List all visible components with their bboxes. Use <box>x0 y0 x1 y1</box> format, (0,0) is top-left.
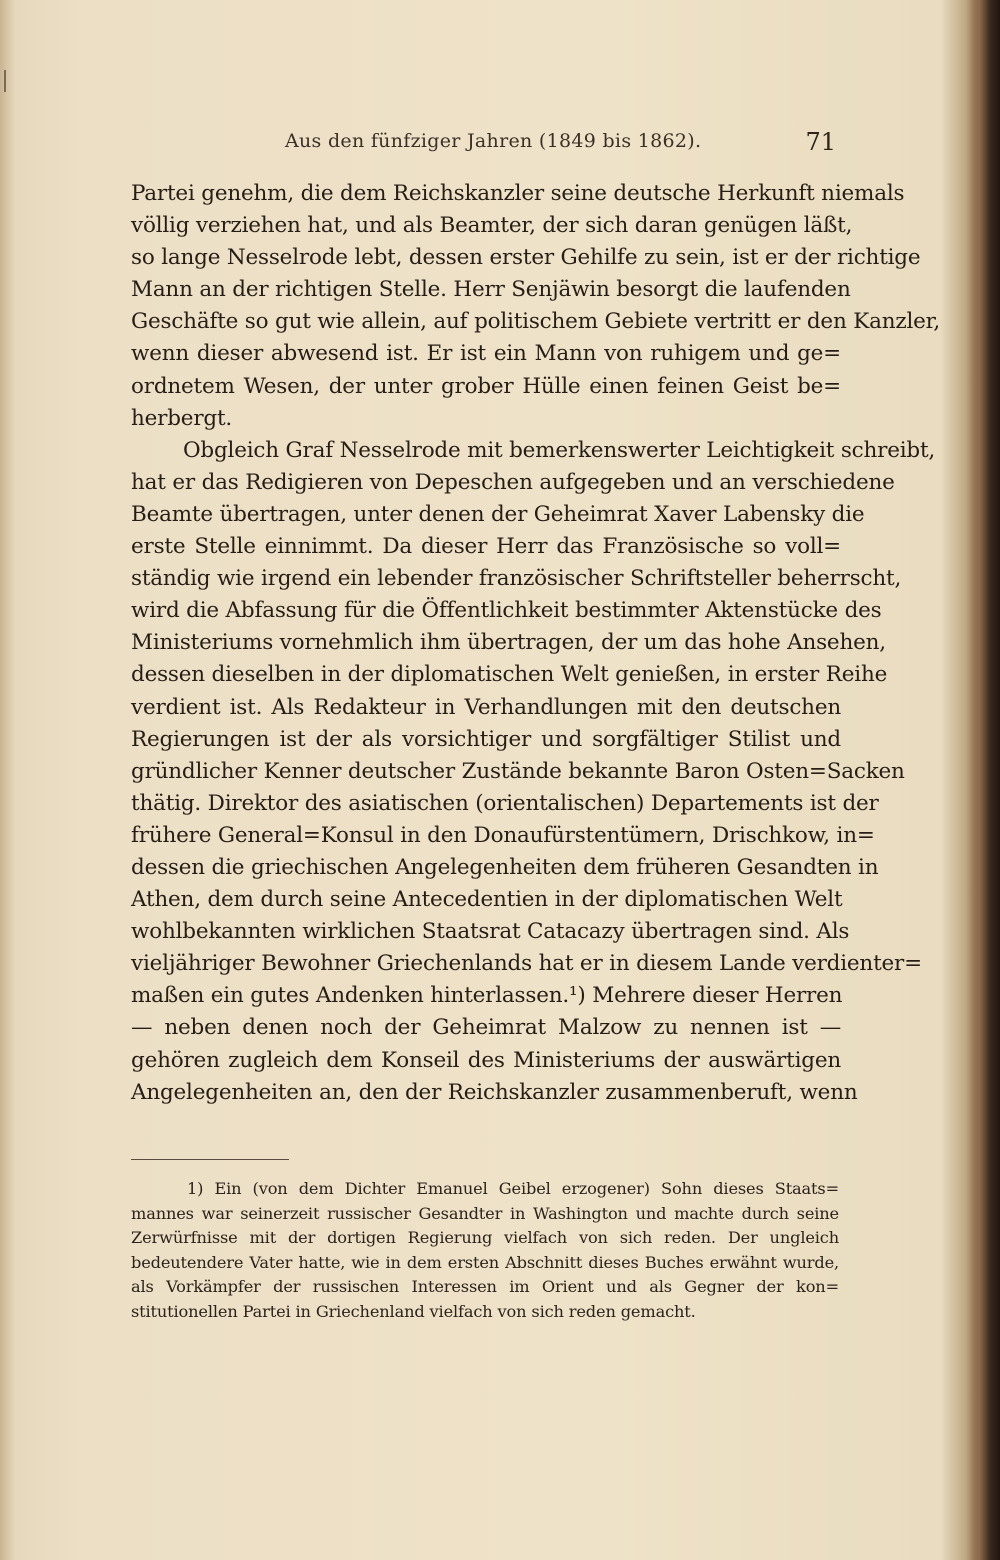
text-line: Mann an der richtigen Stelle. Herr Senjäwin besorgt die laufenden <box>131 277 851 303</box>
text-line: Partei genehm, die dem Reichskanzler seine deutsche Herkunft niemals <box>131 181 905 206</box>
text-line: ordnetem Wesen, der unter grober Hülle einen feinen Geist be= <box>131 373 841 399</box>
text-line: maßen ein gutes Andenken hinterlassen.¹) Mehrere dieser Herren <box>131 983 843 1009</box>
footnote-rule <box>131 1159 289 1160</box>
text-line: wenn dieser abwesend ist. Er ist ein Mann von ruhigem und ge= <box>131 341 841 367</box>
text-line: ständig wie irgend ein lebender französischer Schriftsteller beherrscht, <box>131 566 902 592</box>
text-line: vieljähriger Bewohner Griechenlands hat er in diesem Lande verdienter= <box>131 951 922 977</box>
footnote <box>131 1177 839 1325</box>
footnote-line: mannes war seinerzeit russischer Gesandter in Washington und machte durch seine <box>131 1203 839 1223</box>
text-line: frühere General=Konsul in den Donaufürstentümern, Drischkow, in= <box>131 822 875 848</box>
text-line: Beamte übertragen, unter denen der Geheimrat Xaver Labensky die <box>131 501 865 527</box>
text-line: Regierungen ist der als vorsichtiger und sorgfältiger Stilist und <box>131 726 841 752</box>
text-line: hat er das Redigieren von Depeschen aufgegeben und an verschiedene <box>131 469 895 495</box>
text-line: Ministeriums vornehmlich ihm übertragen, der um das hohe Ansehen, <box>131 630 886 656</box>
text-line: verdient ist. Als Redakteur in Verhandlungen mit den deutschen <box>131 694 841 720</box>
text-line: Geschäfte so gut wie allein, auf politischem Gebiete vertritt er den Kanzler, <box>131 309 941 335</box>
page-number: 71 <box>805 128 836 156</box>
text-line: Angelegenheiten an, den der Reichskanzler zusammenberuft, wenn <box>131 1079 858 1105</box>
text-line: herbergt. <box>131 405 233 431</box>
footnote-line: als Vorkämpfer der russischen Interessen im Orient und als Gegner der kon= <box>131 1277 839 1297</box>
body-text <box>131 178 941 1109</box>
footnote-line: 1) Ein (von dem Dichter Emanuel Geibel erzogener) Sohn dieses Staats= <box>187 1179 839 1198</box>
text-line: dessen dieselben in der diplomatischen Welt genießen, in erster Reihe <box>131 662 888 688</box>
text-line: erste Stelle einnimmt. Da dieser Herr das Französische so voll= <box>131 534 841 560</box>
text-line: so lange Nesselrode lebt, dessen erster Gehilfe zu sein, ist er der richtige <box>131 245 921 271</box>
footnote-line: Zerwürfnisse mit der dortigen Regierung vielfach von sich reden. Der ungleich <box>131 1228 839 1248</box>
text-line: — neben denen noch der Geheimrat Malzow zu nennen ist — <box>131 1015 841 1041</box>
text-line: wird die Abfassung für die Öffentlichkeit bestimmter Aktenstücke des <box>131 598 882 624</box>
text-line: gehören zugleich dem Konseil des Ministeriums der auswärtigen <box>131 1047 841 1073</box>
text-line: völlig verziehen hat, und als Beamter, der sich daran genügen läßt, <box>131 213 853 239</box>
text-line: thätig. Direktor des asiatischen (orientalischen) Departements ist der <box>131 790 879 816</box>
footnote-line: stitutionellen Partei in Griechenland vielfach von sich reden gemacht. <box>131 1301 696 1321</box>
text-line: dessen die griechischen Angelegenheiten dem früheren Gesandten in <box>131 854 879 880</box>
running-title: Aus den fünfziger Jahren (1849 bis 1862). <box>285 130 702 152</box>
running-head <box>130 128 840 164</box>
text-line: Athen, dem durch seine Antecedentien in der diplomatischen Welt <box>131 887 843 913</box>
text-line: gründlicher Kenner deutscher Zustände bekannte Baron Osten=Sacken <box>131 758 905 784</box>
text-line: wohlbekannten wirklichen Staatsrat Catacazy übertragen sind. Als <box>131 919 850 945</box>
footnote-line: bedeutendere Vater hatte, wie in dem ersten Abschnitt dieses Buches erwähnt wurde, <box>131 1252 839 1272</box>
text-line: Obgleich Graf Nesselrode mit bemerkenswerter Leichtigkeit schreibt, <box>183 437 936 463</box>
